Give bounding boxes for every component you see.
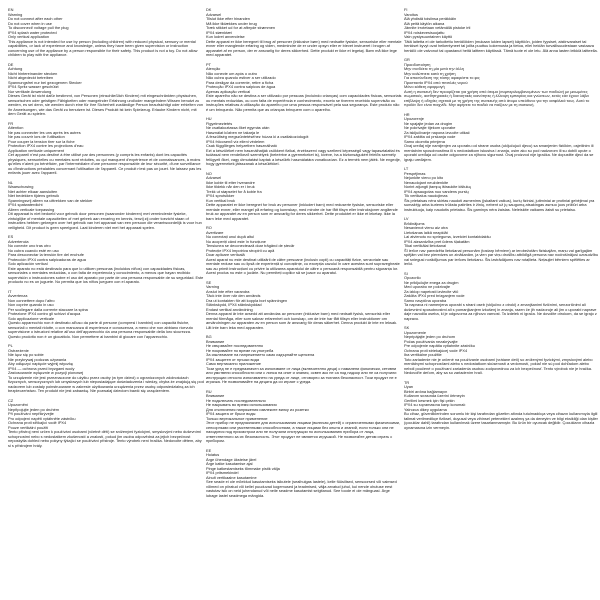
warning-heading: Upozornění [8,402,29,407]
language-block-cz [8,399,204,449]
language-block-tr [404,381,600,431]
warning-line: Med uporabo ne pokrivajte [404,285,451,289]
language-block-de [8,63,204,117]
warning-heading: Warning [8,11,23,17]
warning-line: Pinge katkestamiseks tõmmake pistik välja [206,466,280,471]
warning-line: Za izklop napetosti izvlecite vtič [404,289,459,294]
warning-line: Do not connect after each other [8,17,63,21]
warning-line: Kullanım sırasında üzerini örtmeyin [404,394,465,398]
warning-line: Nepřipojujte jeden po druhém [8,407,60,412]
language-code: TR [404,379,410,385]
warning-line: Para desconectar la tensión tire del enchufe [8,253,84,257]
warning-line: Lietošanas laikā neapklāt [404,230,448,235]
warning-paragraph: Toto zariadenie nie je určené na používanie osobami (vrátane detí) so zníženými fyzickými, zmyslovými alebo mentálnymi schopnosťami alebo s nedostatkom skúseností a vedomostí, pokiaľ nie sú pod dohľadom alebo neboli poučené o používaní zariadenia osobou zodpovednou za ich bezpečnosť. Tento výrobok nie je hračka. Nedovoľte deťom, aby sa so zariadením hrali. [404,356,593,375]
language-block-bg [206,335,402,385]
column-1 [8,8,204,596]
warning-line: Non coprire quando in uso [8,303,54,307]
language-code: NL [8,179,13,185]
language-code: SI [404,270,408,276]
warning-line: Ikke koble til etter hverandre [206,180,255,185]
warning-line: IPX4 защита от брызг воды [206,412,256,416]
warning-line: Nepripájajte jeden po druhom [404,335,456,339]
language-code: FR [8,120,14,126]
language-block-lt [404,167,600,212]
warning-line: Stänkskydd, IPX4 stänkskyddad [206,303,262,307]
warning-line: Doar aplicare verticală [206,253,245,257]
warning-paragraph: Šis prietaisas nėra skirtas naudoti asmenims (įskaitant vaikus), kurių fiziniai, jutiminiai ar protiniai gebėjimai yra sumažėję arba kuriems trūksta patirties ir žinių, nebent už jų saugumą atsakingas asmuo juos prižiūri arba instruktuoja, kaip naudotis prietaisu. Šis gaminys nėra žaislas. Neleiskite vaikams žaisti su prietaisu. [404,197,595,212]
warning-line: IPX4 fröccsenő víz elleni védelem [206,139,265,144]
warning-line: IPX4 aizsardzība pret ūdens šļakatām [404,239,470,244]
warning-line: Apenas aplicação vertical [206,89,251,94]
warning-line: Ne pas connecter les uns après les autres [8,130,81,135]
warning-line: Μην συνδέετε τη μία μετά την άλλη [404,67,464,71]
warning-line: IPX4 — ochrona przed bryzgami wody [8,366,75,371]
warning-paragraph: Šī ierīce nav paredzēta lietošanai personām (tostarp bērniem) ar ierobežotām fiziskajām, maņu vai garīgajām spējām vai bez pieredzes un zināšanām, ja vien par viņu drošību atbildīgā persona nav nodrošinājusi uzraudzību vai sniegusi norādījumus par ierīces lietošanu. Šis izstrādājums nav rotaļlieta. Neļaujiet bērniem spēlēties ar ierīci. [404,247,599,266]
warning-line: Alleen verticale toepassing [8,207,55,212]
warning-paragraph: Acest aparat nu este destinat utilizării de către persoane (inclusiv copii) cu capacități fizice, senzoriale sau mentale reduse sau cu lipsă de experiență și cunoștințe, cu excepția cazului în care acestea sunt supravegheate sau au primit instrucțiuni cu privire la utilizarea aparatului de către o persoană responsabilă pentru siguranța lor. Acest produs nu este o jucărie. Nu permiteți copiilor să se joace cu aparatul. [206,256,400,275]
warning-line: Για αποσύνδεση της τάσης αφαιρέστε το φις [404,76,480,80]
warning-line: Nie łącz się po sobie [8,353,44,357]
warning-line: Pouze vertikální použití [8,425,49,430]
warning-line: Tikai vertikālai lietošanai [404,244,447,248]
warning-line: Only vertical application [8,35,50,39]
warning-line: Nu acoperiți când este în funcțiune [206,239,266,244]
warning-line: Aby odłączyć napięcie wyjmij wtyczkę [8,362,74,366]
warning-paragraph: Dette apparat er ikke beregnet til brug af personer (inklusive børn) med nedsatte fysiske, sensoriske eller mentale evner eller manglende erfaring og viden, medmindre de er under opsyn eller er blevet instrueret i brugen af apparatet af en person, der er ansvarlig for deres sikkerhed. Dette produkt er ikke et legetøj. Børn må ikke lege med apparatet. [206,38,402,57]
warning-heading: Προειδοποίηση [404,61,431,67]
warning-line: Ärge ühendage üksteise järel [206,457,257,462]
warning-line: Samo okomita primjena [404,139,445,144]
language-code: CZ [8,397,14,403]
warning-line: Nenaudojant neuždenkite [404,180,449,185]
warning-line: Nicht hintereinander stecken [8,71,58,76]
language-code: LT [404,166,409,171]
warning-line: Ne csatlakoztassa őket egymás után [206,126,270,130]
language-code: SK [404,325,410,330]
warning-line: Niet achter elkaar aansluiten [8,189,58,194]
warning-paragraph: Ovaj uređaj nije namijenjen za uporabu od strane osoba (uključujući djecu) sa smanjenim fizičkim, osjetilnim ili mentalnim sposobnostima ili s nedostatkom iskustva i znanja, osim ako su pod nadzorom ili su dobili upute o uporabi uređaja od osobe odgovorne za njihovu sigurnost. Ovaj proizvod nije igračka. Ne dopustite djeci da se igraju uređajem. [404,143,594,162]
warning-line: Protecție IPX4 împotriva stropirii cu apă [206,248,275,253]
warning-line: Ne pokrivajte tijekom uporabe [404,126,456,130]
warning-paragraph: To urządzenie nie jest przeznaczone do użytku przez osoby (w tym dzieci) o ograniczonych zdolnościach fizycznych, sensorycznych lub umysłowych lub nieposiadające doświadczenia i wiedzy, chyba że znajdują się pod nadzorem lub zostały poinstruowane w zakresie użytkowania urządzenia przez osobę odpowiedzialną za ich bezpieczeństwo. Ten produkt nie jest zabawką. Nie pozwalaj dzieciom bawić się urządzeniem. [8,374,204,393]
warning-line: Endast vertikal användning [206,307,253,312]
warning-heading: Upozornenie [404,329,427,335]
warning-line: Application verticale uniquement [8,148,65,153]
warning-line: No conecte uno tras otro [8,244,51,248]
warning-line: IPX4 sprutsikker [206,194,235,198]
warning-line: Не покривайте по време на употреба [206,348,274,353]
warning-line: Ne pas couvrir lors de l'utilisation [8,135,65,139]
language-code: PT [206,61,211,67]
language-block-es [8,235,204,285]
language-code: EN [8,8,14,12]
warning-line: Только вертикальное применение [206,416,268,421]
warning-paragraph: Denna apparat är inte avsedd att användas av personer (inklusive barn) med nedsatt fysisk, sensorisk eller mental förmåga, eller som saknar erfarenhet och kunskap, om de inte har fått tillsyn eller instruktioner om användningen av apparaten av en person som är ansvarig för deras säkerhet. Denna produkt är inte en leksak. Låt inte barn leka med apparaten. [206,311,398,330]
language-block-no [206,172,402,222]
warning-heading: Uyarı [404,384,414,389]
language-block-se [206,281,402,331]
warning-line: Nesavienot vienu aiz otra [404,226,448,230]
language-block-en [8,8,204,58]
language-block-hr [404,113,600,163]
warning-line: Må ikke tildækkes under brug [206,21,257,26]
warning-heading: Avvertenza [8,293,28,298]
language-code: EE [206,447,212,453]
warning-line: Anslut inte efter varandra [206,289,250,294]
warning-line: Vain pystysuuntainen käyttö [404,35,453,39]
warning-line: Pour couper la tension tirer sur la fiche [8,139,75,144]
warning-line: Počas používania nezakrývajte [404,339,458,344]
language-block-pl [8,344,204,394]
warning-line: IPX4 zaštita od prskanja vode [404,135,456,139]
language-code: RU [206,388,212,394]
warning-paragraph: See seade ei ole mõeldud kasutamiseks isikutele (sealhulgas lastele), kelle füüsilised, sensoorsed või vaimsed võimed on piiratud või kellel puuduvad kogemused ja teadmised, välja arvatud juhul, kui nende ohutuse eest vastutav isik on neid juhendanud või neile seadme kasutamist selgitanud. See toode ei ole mänguasi. Ärge lubage lastel seadmega mängida. [206,479,397,498]
warning-line: Tensiunea se deconectează doar trăgând de ștecăr [206,244,295,248]
warning-paragraph: Questo apparecchio non è destinato all'uso da parte di persone (compresi i bambini) con capacità fisiche, sensoriali o mentali ridotte, o con mancanza di esperienza e conoscenza, a meno che non abbiano ricevuto supervisione o istruzioni relative all'uso dell'apparecchio da una persona responsabile della loro sicurezza. Questo prodotto non è un giocattolo. Non permettere ai bambini di giocare con l'apparecchio. [8,320,193,339]
warning-line: Älä peitä käytön aikana [404,21,445,26]
warning-line: Ikke tildekk når den er i bruk [206,185,255,189]
warning-line: Tilslut ikke efter hinanden [206,17,250,21]
warning-heading: Achtung [8,66,23,71]
language-block-ro [206,226,402,276]
warning-line: Spannungsfrei nur bei gezogenem Stecker [8,80,82,85]
warning-line: Niet bedekken tijdens gebruik [8,194,60,198]
warning-heading: Advertencia [8,238,29,244]
language-block-fi [404,8,600,53]
warning-paragraph: Ezt a készüléket nem használhatják csökkent fizikai, érzékszervi vagy szellemi képességű vagy tapasztalattal és tudással nem rendelkező személyek (beleértve a gyermekeket is), kivéve, ha a biztonságukért felelős személy felügyeli őket, vagy útmutatást kaptak a készülék használatára vonatkozóan. Ez a termék nem játék. Ne engedje, hogy gyermekek játsszanak a készülékkel. [206,147,401,166]
warning-line: Samo navpična uporaba [404,298,447,303]
warning-paragraph: Este aparelho não se destina a ser utilizado por pessoas (incluindo crianças) com capacidades físicas, sensoriais ou mentais reduzidas, ou com falta de experiência e conhecimento, exceto se tiverem recebido supervisão ou instruções relativas à utilização do aparelho por uma pessoa responsável pela sua segurança. Este produto não é um brinquedo. Não permita que as crianças brinquem com o aparelho. [206,93,402,112]
language-block-si [404,272,600,322]
warning-heading: Advarsel [206,11,222,17]
warning-line: Iba vertikálne použitie [404,353,442,357]
language-code: LV [404,216,409,221]
warning-heading: Varning [206,284,220,289]
warning-line: IPX4 Spritz wasser geschützt [8,85,59,89]
warning-paragraph: Cet appareil n'est pas destiné à être utilisé par des personnes (y compris les enfants) dont les capacités physiques, sensorielles ou mentales sont réduites, ou qui manquent d'expérience et de connaissances, à moins qu'elles n'aient pu bénéficier, par l'intermédiaire d'une personne responsable de leur sécurité, d'une surveillance ou d'instructions préalables concernant l'utilisation de l'appareil. Ce produit n'est pas un jouet. Ne laissez pas les enfants jouer avec l'appareil. [8,152,202,175]
warning-line: Solo applicazione verticale [8,316,55,321]
warning-paragraph: Ta naprava ni namenjena uporabi s strani oseb (vključno z otroki) z zmanjšanimi fizičnimi, senzoričnimi ali duševnimi sposobnostmi ali s pomanjkanjem izkušenj in znanja, razen če jih nadzoruje ali jim o uporabi naprave daje navodila oseba, ki je odgovorna za njihovo varnost. Ta izdelek ni igrača. Ne dovolite otrokom, da se igrajo z napravo. [404,302,597,321]
language-block-sk [404,326,600,376]
language-code: HU [206,116,212,121]
warning-line: Trekk ut støpselet for å koble fra [206,189,262,194]
warning-heading: Ostrzeżenie [8,347,29,353]
language-code: IT [8,288,12,294]
column-2 [206,8,402,596]
language-block-it [8,290,204,340]
warning-line: Használat közben ne takarja le [206,130,260,135]
warning-line: Csak függőleges helyzetben használható [206,144,277,148]
warning-paragraph: Dieses Gerät ist nicht dafür bestimmt, von Personen (einschließlich Kindern) mit eingeschränkten physischen, sensorischen oder geistigen Fähigkeiten oder mangelnder Erfahrung und/oder mangelndem Wissen benutzt zu werden, es sei denn, sie werden durch eine für ihre Sicherheit zuständige Person beaufsichtigt oder erhielten von ihr Anweisungen, wie das Gerät zu benutzen ist. Dieses Produkt ist kein Spielzeug. Erlaube Kindern nicht, mit dem Gerät zu spielen. [8,93,204,116]
warning-line: Zaščita IPX4 pred brizganjem vode [404,294,465,298]
warning-line: IPX4 pritsmekindel [206,471,239,475]
warning-paragraph: Este aparato no está destinado para que lo utilicen personas (incluidos niños) con capacidades físicas, sensoriales o mentales reducidas, o con falta de experiencia y conocimiento, a menos que hayan recibido supervisión o instrucciones sobre el uso del aparato por parte de una persona responsable de su seguridad. Este producto no es un juguete. No permita que los niños jueguen con el aparato. [8,265,204,284]
warning-paragraph: Tento přístroj není určen k používání osobami (včetně dětí) se sníženými fyzickými, smyslovými nebo duševními schopnostmi nebo s nedostatkem zkušeností a znalostí, pokud jim osoba odpovědná za jejich bezpečnost neposkytla dohled nebo pokyny týkající se používání přístroje. Tento výrobek není hračka. Nedovolte dětem, aby si s přístrojem hrály. [8,429,202,448]
warning-line: Само вертикално приложение [206,362,261,366]
language-code: SE [206,279,212,285]
warning-paragraph: Bu cihaz, güvenliklerinden sorumlu bir kişi tarafından gözetim altında tutulmadıkça veya cihazın kullanımıyla ilgili talimat verilmedikçe fiziksel, duyusal veya zihinsel yetenekleri azalmış ya da deneyim ve bilgi eksikliği olan kişiler (çocuklar dahil) tarafından kullanılmak üzere tasarlanmamıştır. Bu ürün bir oyuncak değildir. Çocukların cihazla oynamasına izin vermeyin. [404,411,598,430]
warning-heading: Внимание [206,338,225,344]
language-block-lv [404,217,600,267]
language-code: NO [206,170,212,176]
language-code: PL [8,343,13,348]
warning-line: Træk stikket ud for at afbryde strømmen [206,26,276,30]
warning-line: IPX4 stænktæt [206,30,232,35]
warning-heading: Attention [8,125,24,130]
language-code: GR [404,57,410,62]
language-code: DE [8,61,14,67]
warning-line: IPX4 su sıçramasına karşı korumalı [404,403,466,407]
language-code: BG [206,334,212,339]
language-code: HR [404,111,410,117]
warning-line: Não conecte um após o outro [206,71,258,76]
warning-line: Μόνο κάθετη εφαρμογή [404,85,445,89]
warning-line: Norint atjungti įtampą ištraukite kištuką [404,185,471,189]
warning-paragraph: Dit apparaat is niet bedoeld voor gebruik door personen (waaronder kinderen) met verminderde fysieke, zintuiglijke of mentale capaciteiten of met gebrek aan ervaring en kennis, tenzij zij onder toezicht staan of instructies hebben gekregen over het gebruik van het apparaat van een persoon die verantwoordelijk is voor hun veiligheid. Dit product is geen speelgoed. Laat kinderen niet met het apparaat spelen. [8,211,202,230]
warning-line: Za isključivanje napona izvucite utikač [404,130,470,135]
warning-line: Ne priključujte enega za drugim [404,280,459,285]
warning-line: Nicht abgedeckt betreiben [8,76,54,80]
language-block-ru [206,390,402,444]
warning-line: Gerilimi kesmek için fişi çekin [404,398,455,403]
warning-line: Nie przykrywaj podczas używania [8,357,67,362]
warning-line: Ochrana proti striekajúcej vode IPX4 [404,348,468,353]
warning-line: Не свързвайте последователно [206,344,264,348]
warning-line: Protection IPX4 contre les projections d'eau [8,144,84,148]
warning-line: IPX4 spatwaterdicht [8,203,43,207]
warning-heading: Advarsel [206,175,222,180]
warning-line: IPX4 roiskevesisuojattu [404,30,445,35]
warning-heading: Waarschuwing [8,184,34,189]
language-block-hu [206,117,402,167]
warning-line: Non connettere dopo l'altro [8,298,55,303]
warning-line: Kun lodret anvendelse [206,35,245,39]
warning-line: Yalnızca dikey uygulama [404,407,447,412]
warning-line: Kun vertikal bruk [206,198,235,203]
warning-heading: Brīdinājums [404,220,425,226]
warning-line: Ne spajajte jedan za drugim [404,121,453,126]
warning-heading: Avertizare [206,229,224,235]
warning-heading: Upozorenje [404,116,424,121]
warning-line: Ochrana proti stříkající vodě IPX4 [8,421,67,425]
warning-line: Spanningsvrij alleen na uittrekken van de stekker [8,198,93,203]
warning-line: Birbiri ardına bağlamayın [404,389,448,394]
warning-line: За изключване на напрежението само издърпайте щепсела [206,353,315,357]
language-block-dk [206,8,402,58]
warning-line: Per scollegare dalla corrente staccare la spina [8,307,88,312]
warning-line: Při používání nepřikrývejte [8,412,54,416]
warning-line: Do not cover when in use [8,21,52,26]
warning-line: Lai atvienotu no sprieguma, izvelciet kontaktdakšu [404,235,491,239]
language-block-fr [8,122,204,176]
warning-line: IPX4 apsaugotas nuo vandens purslų [404,189,469,194]
warning-line: Solo aplicación vertical [8,262,48,266]
warning-heading: Perspėjimas [404,170,426,176]
warning-line: IPX4 защитен от пръски вода [206,357,260,362]
language-code: DK [206,8,212,12]
warning-line: Для отключения напряжения извлеките вилку из розетки [206,407,309,412]
language-block-ee [206,449,402,499]
language-code: RO [206,225,212,230]
warning-line: Nu conectați unul după altul [206,235,255,239]
warning-line: Älä yhdistä toisiinsa peräkkäin [404,17,457,21]
warning-heading: Внимание [206,393,225,398]
warning-line: Ainult vertikaalne kasutamine [206,475,257,480]
language-block-nl [8,181,204,231]
warning-line: Μην καλύπτετε κατά τη χρήση [404,71,456,76]
warning-line: IPX4 splash water protected [8,30,57,35]
warning-line: Tik vertikalus naudojimas [404,194,448,198]
warning-paragraph: Αυτή η συσκευή δεν προορίζεται για χρήση από άτομα (συμπεριλαμβανομένων των παιδιών) με μειωμένες σωματικές, αισθητηριακές ή διανοητικές ικανότητες ή έλλειψη εμπειρίας και γνώσεων, εκτός εάν έχουν λάβει επίβλεψη ή οδηγίες σχετικά με τη χρήση της συσκευής από άτομο υπεύθυνο για την ασφάλειά τους. Αυτό το προϊόν δεν είναι παιχνίδι. Μην αφήνετε τα παιδιά να παίζουν με τη συσκευή. [404,88,590,107]
warning-line: A feszültség megszüntetéséhez húzza ki a csatlakozódugót [206,135,309,139]
warning-heading: Hoiatus [206,452,220,457]
language-block-gr [404,58,600,108]
warning-line: To disconnect/ voltage pull the plug [8,26,69,30]
warning-line: Не подключать последовательно [206,398,266,403]
warning-line: Täck inte över när den används [206,294,261,298]
warning-line: Protección IPX4 contra salpicaduras de agua [8,257,86,262]
warning-line: Nejunkite vieno po kito [404,176,444,180]
warning-line: Не накрывать во время использования [206,403,277,407]
language-code: ES [8,234,14,239]
warning-line: Jännite irrotetaan vetämällä pistoke irti [404,26,471,30]
warning-line: Protezione IPX4 contro gli schizzi d'acqua [8,312,81,316]
warning-line: Pre odpojenie napätia vytiahnite zástrčku [404,344,475,348]
warning-paragraph: Dette apparatet er ikke beregnet for bruk av personer (inkludert barn) med reduserte fysiske, sensoriske eller mentale evner, eller mangel på erfaring og kunnskap, med mindre de har fått tilsyn eller instruksjoner angående bruk av apparatet av en person som er ansvarlig for deres sikkerhet. Dette produktet er ikke et leketøy. Ikke la barn leke med apparatet. [206,202,398,221]
language-block-pt [206,63,402,113]
warning-heading: Figyelmeztetés [206,120,233,126]
warning-paragraph: Этот прибор не предназначен для использования лицами (включая детей) с ограниченными физическими, сенсорными или умственными способностями, а также лицами без опыта и знаний, если только они не находятся под присмотром или не получили инструкции по использованию прибора от лица, ответственного за их безопасность. Этот продукт не является игрушкой. Не позволяйте детям играть с прибором. [206,420,401,443]
warning-line: Nur vertikale Anwendung [8,89,52,94]
warning-heading: Varoitus [404,11,418,17]
warning-paragraph: Tätä laitetta ei ole tarkoitettu henkilöiden (mukaan lukien lapset) käyttöön, joiden fyysiset, aistinvaraiset tai henkiset kyvyt ovat heikentyneet tai joilta puuttuu kokemusta ja tietoa, ellei heidän turvallisuudestaan vastaava henkilö ole valvonut tai opastanut heitä laitteen käytössä. Tämä tuote ei ole lelu. Älä anna lasten leikkiä laitteella. [404,38,598,53]
warning-heading: Opozorilo [404,275,421,280]
warning-line: Προστασία IPX4 από πιτσιλιές νερού [404,80,468,85]
language-code: FI [404,8,408,12]
warning-line: Protecção IPX4 contra salpicos de água [206,85,276,89]
warning-line: Para desligar da corrente, retire a ficha [206,80,274,85]
warning-line: Zastosowanie wyłącznie w pozycji pionowej [8,371,84,375]
warning-line: Dra ut kontakten för att koppla bort spänningen [206,298,288,303]
warning-heading: Atenção [206,66,221,71]
warning-paragraph: This appliance is not intended for use by person (including children) with reduced physical, sensory or mental capabilities, or lack of experience and knowledge, unless they have been given supervision or instruction concerning use of the appliance by a person responsible for their safety. This product is not a toy. Do not allow children to play with the appliance. [8,38,198,57]
column-3 [404,8,600,596]
warning-line: Pro odpojení napětí vytáhněte zástrčku [8,416,76,421]
warning-paragraph: Този уред не е предназначен за използване от лица (включително деца) с намалени физически, сетивни или умствени способности или с липса на опит и знания, освен ако не са под надзор или не са получили инструкции относно използването на уреда от лице, отговорно за тяхната безопасност. Този продукт не е играчка. Не позволявайте на децата да си играят с уреда. [206,365,397,384]
warning-line: Ärge katke kasutamise ajal [206,462,253,466]
warning-line: Não cubra quando estiver a ser utilizado [206,76,276,80]
warning-line: No cubra cuando esté en uso [8,248,59,253]
